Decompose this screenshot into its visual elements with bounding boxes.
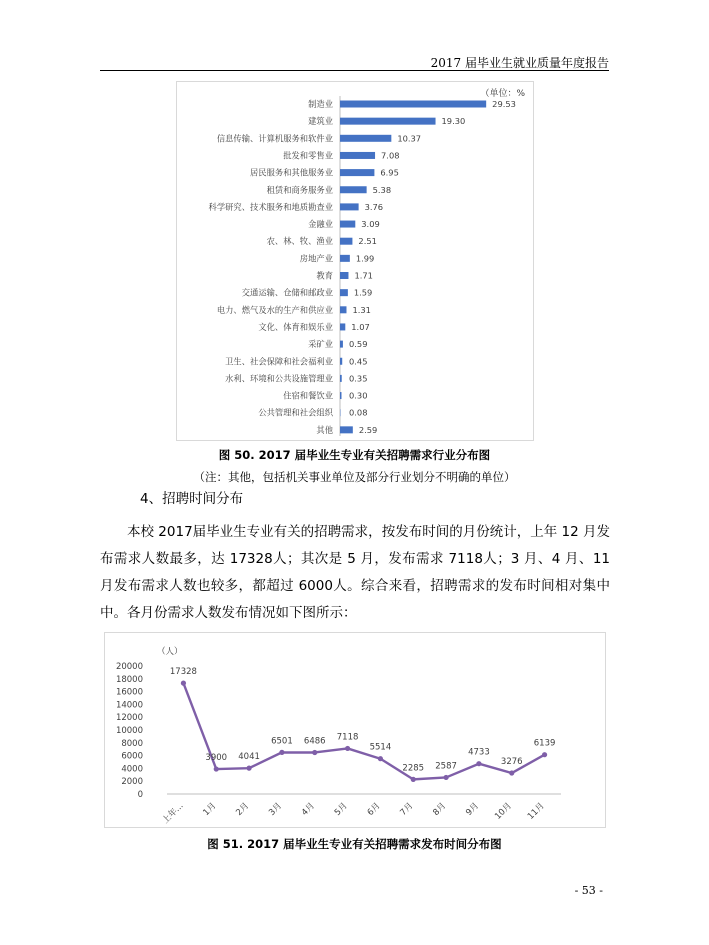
- chart1-bar: [340, 118, 436, 125]
- chart1-bar: [340, 375, 342, 382]
- chart2-x-tick: 7月: [398, 801, 416, 818]
- chart2-y-tick: 4000: [121, 764, 143, 775]
- chart1-category-label: 其他: [316, 424, 333, 435]
- chart1-category-label: 科学研究、技术服务和地质勘查业: [208, 201, 333, 212]
- chart2-point: [312, 750, 317, 755]
- chart2-value-label: 2285: [402, 763, 425, 774]
- chart1-value-label: 10.37: [397, 133, 422, 144]
- industry-bar-chart-svg: [177, 82, 533, 440]
- chart1-value-label: 0.08: [349, 407, 368, 418]
- month-line-chart: [104, 632, 606, 828]
- chart1-bar: [340, 272, 348, 279]
- chart2-point: [443, 775, 448, 780]
- chart1-value-label: 1.31: [352, 304, 371, 315]
- industry-bar-chart: [176, 81, 534, 441]
- chart1-category-label: 农、林、牧、渔业: [266, 236, 333, 247]
- chart1-category-label: 制造业: [308, 99, 333, 109]
- chart2-point: [476, 761, 481, 766]
- chart1-category-label: 采矿业: [308, 339, 333, 350]
- chart1-category-label: 住宿和餐饮业: [283, 390, 333, 401]
- chart1-category-label: 租赁和商务服务业: [266, 184, 333, 195]
- chart1-value-label: 5.38: [372, 184, 392, 195]
- chart2-value-label: 5514: [369, 742, 392, 753]
- chart2-y-tick: 2000: [121, 777, 143, 788]
- chart2-point: [246, 766, 251, 771]
- chart2-point: [214, 766, 219, 771]
- chart1-value-label: 3.09: [361, 219, 380, 230]
- chart1-value-label: 2.59: [358, 424, 378, 435]
- figure-50-note: （注：其他，包括机关事业单位及部分行业划分不明确的单位）: [193, 470, 516, 484]
- chart1-category-label: 信息传输、计算机服务和软件业: [216, 133, 333, 144]
- chart2-y-tick: 8000: [121, 738, 143, 749]
- chart2-y-tick: 10000: [115, 726, 143, 736]
- chart2-point: [279, 750, 284, 755]
- month-line-chart-svg: [105, 633, 605, 827]
- chart2-x-tick: 6月: [365, 801, 383, 818]
- chart2-x-tick: 9月: [464, 801, 482, 818]
- chart1-category-label: 水利、环境和公共设施管理业: [225, 373, 333, 384]
- chart1-category-label: 电力、燃气及水的生产和供应业: [216, 304, 333, 315]
- chart1-value-label: 7.08: [381, 150, 400, 161]
- chart2-value-label: 7118: [336, 732, 359, 743]
- chart1-unit-label: （单位：%: [480, 89, 525, 99]
- chart1-category-label: 文化、体育和娱乐业: [258, 321, 333, 332]
- chart1-value-label: 0.59: [349, 339, 368, 350]
- chart1-category-label: 建筑业: [308, 116, 333, 127]
- chart1-value-label: 0.45: [349, 356, 368, 367]
- chart2-value-label: 6486: [303, 736, 326, 747]
- chart2-y-tick: 16000: [115, 687, 143, 698]
- chart2-y-tick: 12000: [115, 713, 143, 724]
- chart2-point: [378, 756, 383, 761]
- chart1-value-label: 1.71: [354, 270, 373, 281]
- chart1-category-label: 房地产业: [299, 253, 333, 264]
- chart1-bar: [340, 289, 348, 296]
- chart1-bar: [340, 426, 353, 433]
- chart1-category-label: 金融业: [308, 219, 333, 230]
- page-number: - 53 -: [574, 884, 603, 897]
- chart2-value-label: 6139: [533, 738, 556, 749]
- chart2-x-tick: 8月: [431, 801, 449, 818]
- chart2-y-tick: 18000: [115, 674, 143, 685]
- chart2-x-tick: 3月: [267, 801, 285, 818]
- chart1-category-label: 批发和零售业: [283, 150, 333, 161]
- chart1-value-label: 2.51: [358, 236, 377, 247]
- chart1-bar: [340, 392, 341, 399]
- chart2-y-tick: 14000: [115, 700, 143, 711]
- chart1-value-label: 1.99: [355, 253, 375, 264]
- chart1-value-label: 3.76: [364, 201, 384, 212]
- chart1-value-label: 0.30: [349, 390, 368, 401]
- chart1-bar: [340, 221, 355, 228]
- chart1-bar: [340, 306, 346, 313]
- chart1-bar: [340, 341, 343, 348]
- chart1-value-label: 6.95: [380, 167, 399, 178]
- chart2-y-tick: 6000: [121, 751, 143, 762]
- chart1-bar: [340, 358, 342, 365]
- chart2-y-tick: 0: [137, 790, 143, 800]
- chart2-x-tick: 2月: [234, 801, 252, 818]
- chart1-bar: [340, 203, 359, 210]
- chart1-bar: [340, 101, 486, 108]
- chart1-bar: [340, 255, 350, 262]
- chart2-series-line: [183, 683, 544, 779]
- chart1-category-label: 教育: [316, 270, 333, 281]
- body-paragraph: 本校 2017届毕业生专业有关的招聘需求，按发布时间的月份统计，上年 12 月发布需求人数最多，达 17328人；其次是 5 月，发布需求 7118人；3 月、4 月、11 月发布需求人数也较多，都超过 6000人。综合来看，招聘需求的发布时间相对集中中。各月份需求人数发布情况如下图所示：: [100, 524, 610, 621]
- chart2-x-tick: 10月: [493, 801, 514, 822]
- chart1-value-label: 19.30: [441, 116, 466, 127]
- figure-50-caption: 图 50. 2017 届毕业生专业有关招聘需求行业分布图: [218, 448, 491, 462]
- chart2-point: [345, 746, 350, 751]
- chart2-y-unit: （人）: [157, 647, 183, 657]
- chart2-value-label: 3276: [500, 757, 523, 768]
- chart1-value-label: 1.59: [353, 287, 373, 298]
- chart1-category-label: 居民服务和其他服务业: [250, 167, 333, 178]
- chart1-value-label: 29.53: [492, 99, 516, 109]
- chart1-bar: [340, 135, 391, 142]
- section-title: 4、招聘时间分布: [140, 491, 244, 507]
- chart1-bar: [340, 238, 352, 245]
- chart2-x-tick: 4月: [299, 801, 317, 818]
- header-rule: [100, 70, 609, 71]
- chart2-value-label: 4733: [468, 747, 490, 758]
- chart2-x-tick: 11月: [525, 801, 547, 822]
- chart2-value-label: 2587: [435, 761, 457, 772]
- chart1-category-label: 卫生、社会保障和社会福利业: [225, 356, 333, 367]
- chart2-x-tick: 1月: [201, 801, 219, 818]
- chart2-x-tick: 5月: [332, 801, 350, 818]
- chart2-value-label: 6501: [271, 736, 293, 747]
- chart1-bar: [340, 169, 374, 176]
- header-title: 2017 届毕业生就业质量年度报告: [430, 56, 609, 70]
- chart1-category-label: 公共管理和社会组织: [258, 407, 333, 418]
- figure-51-caption: 图 51. 2017 届毕业生专业有关招聘需求发布时间分布图: [207, 837, 502, 851]
- chart1-bar: [340, 323, 345, 330]
- chart1-value-label: 1.07: [351, 321, 370, 332]
- chart2-point: [542, 752, 547, 757]
- chart1-bar: [340, 152, 375, 159]
- chart1-bar: [340, 186, 367, 193]
- chart2-value-label: 3900: [205, 753, 228, 764]
- chart2-y-tick: 20000: [115, 662, 143, 672]
- chart2-point: [181, 681, 186, 686]
- chart1-category-label: 交通运输、仓储和邮政业: [241, 287, 333, 298]
- chart2-value-label: 4041: [238, 752, 260, 763]
- chart2-point: [411, 777, 416, 782]
- chart2-point: [509, 770, 514, 775]
- chart2-value-label: 17328: [169, 667, 197, 678]
- chart2-x-tick: 上年...: [160, 801, 186, 826]
- chart1-value-label: 0.35: [349, 373, 368, 384]
